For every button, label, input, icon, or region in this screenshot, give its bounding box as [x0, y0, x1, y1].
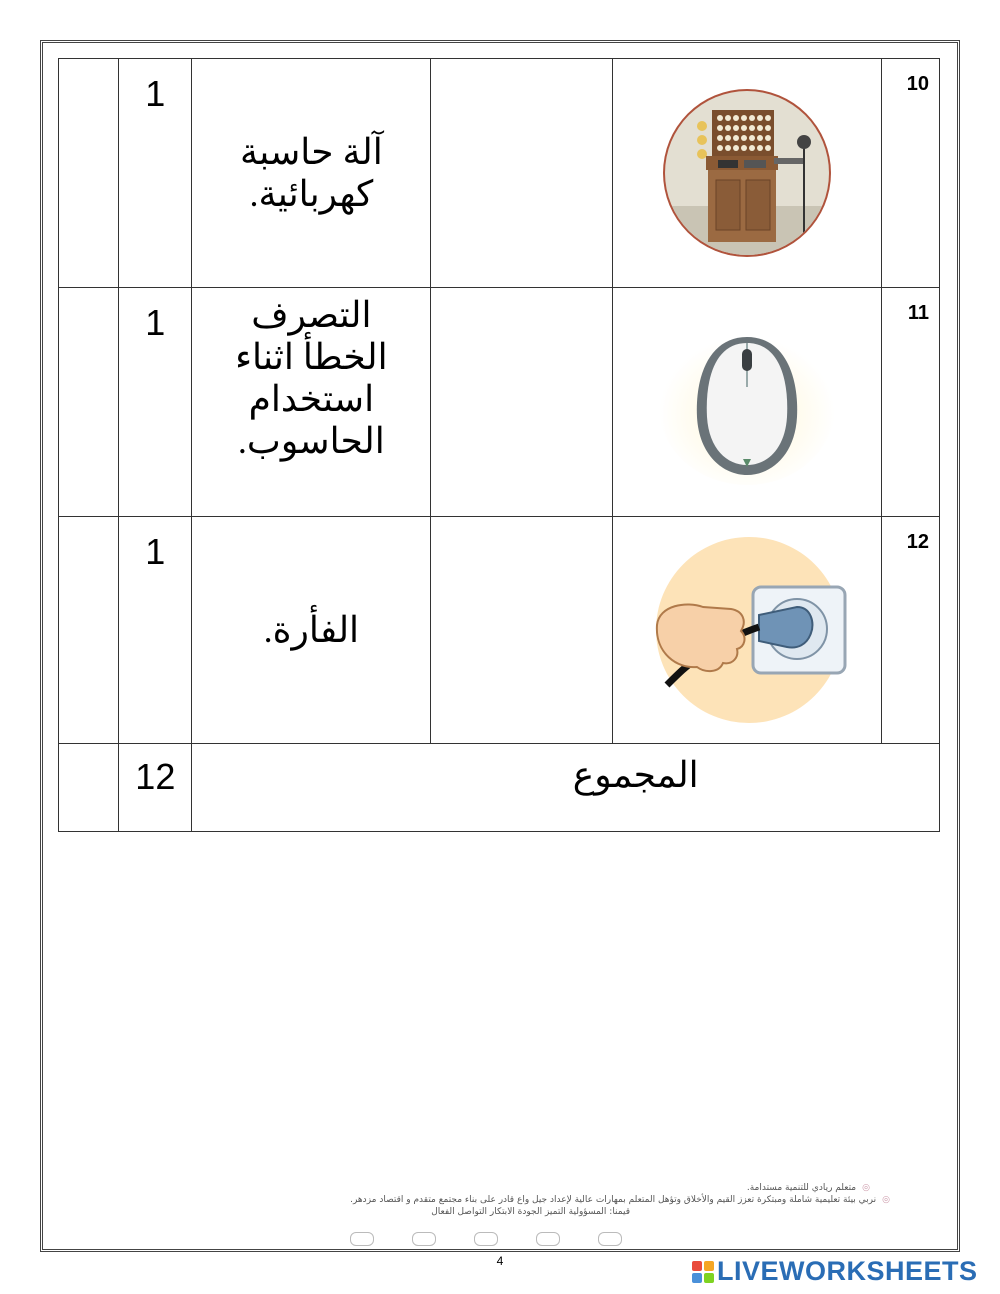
total-score-cell [119, 744, 192, 832]
mouse-icon [657, 317, 837, 487]
logo-square [692, 1261, 702, 1271]
description-text: الفأرة. [263, 610, 360, 650]
logo-square [704, 1273, 714, 1283]
question-number: 11 [907, 302, 929, 324]
footer [70, 1182, 930, 1248]
image-cell [612, 59, 881, 288]
table-row [59, 288, 940, 517]
score-cell [119, 288, 192, 517]
footer-vision: ◎متعلم ريادي للتنمية مستدامة. [746, 1183, 870, 1193]
footer-mission: ◎نربي بيئة تعليمية شاملة ومبتكرة تعزز القيم والأخلاق وتؤهل المتعلم بمهارات عالية لإعداد جيل واع قادر على بناء مجتمع متقدم و اقتصاد مزدهر. [350, 1195, 890, 1205]
value-icon [474, 1232, 498, 1246]
liveworksheets-logo-icon [692, 1261, 714, 1283]
score-value: 1 [145, 531, 166, 572]
score-cell [119, 59, 192, 288]
logo-square [704, 1261, 714, 1271]
image-cell [612, 288, 881, 517]
description-text: آلة حاسبة كهربائية. [239, 132, 383, 214]
electric-calculator-icon [662, 88, 832, 258]
brand-name: LIVEWORKSHEETS [717, 1256, 978, 1286]
liveworksheets-brand[interactable] [692, 1256, 978, 1287]
value-icon [536, 1232, 560, 1246]
blank-cell [59, 744, 119, 832]
total-row [59, 744, 940, 832]
answer-drop-cell[interactable] [431, 288, 613, 517]
description-cell [192, 59, 431, 288]
answer-drop-cell[interactable] [431, 517, 613, 744]
worksheet-table [58, 58, 940, 832]
score-value: 1 [145, 73, 166, 114]
blank-cell [59, 288, 119, 517]
score-cell [119, 517, 192, 744]
total-score: 12 [135, 756, 176, 797]
description-cell [192, 288, 431, 517]
footer-values: قيمنا: المسؤولية التميز الجودة الابتكار التواصل الفعال [431, 1207, 630, 1217]
total-label-cell [192, 744, 940, 832]
total-label: المجموع [572, 755, 699, 795]
value-icon [412, 1232, 436, 1246]
image-cell [612, 517, 881, 744]
blank-cell [59, 517, 119, 744]
question-number: 12 [906, 531, 929, 553]
logo-square [692, 1273, 702, 1283]
value-icon [350, 1232, 374, 1246]
plug-icon [647, 535, 847, 725]
description-cell [192, 517, 431, 744]
question-number-cell [881, 517, 939, 744]
question-number: 10 [906, 73, 929, 95]
question-number-cell [881, 288, 939, 517]
description-text: التصرف الخطأ اثناء استخدام الحاسوب. [235, 295, 388, 461]
value-icon [598, 1232, 622, 1246]
footer-value-icons [350, 1232, 690, 1248]
table-row [59, 59, 940, 288]
page-number: 4 [496, 1254, 504, 1268]
question-number-cell [881, 59, 939, 288]
answer-drop-cell[interactable] [431, 59, 613, 288]
score-value: 1 [145, 302, 166, 343]
blank-cell [59, 59, 119, 288]
table-row [59, 517, 940, 744]
